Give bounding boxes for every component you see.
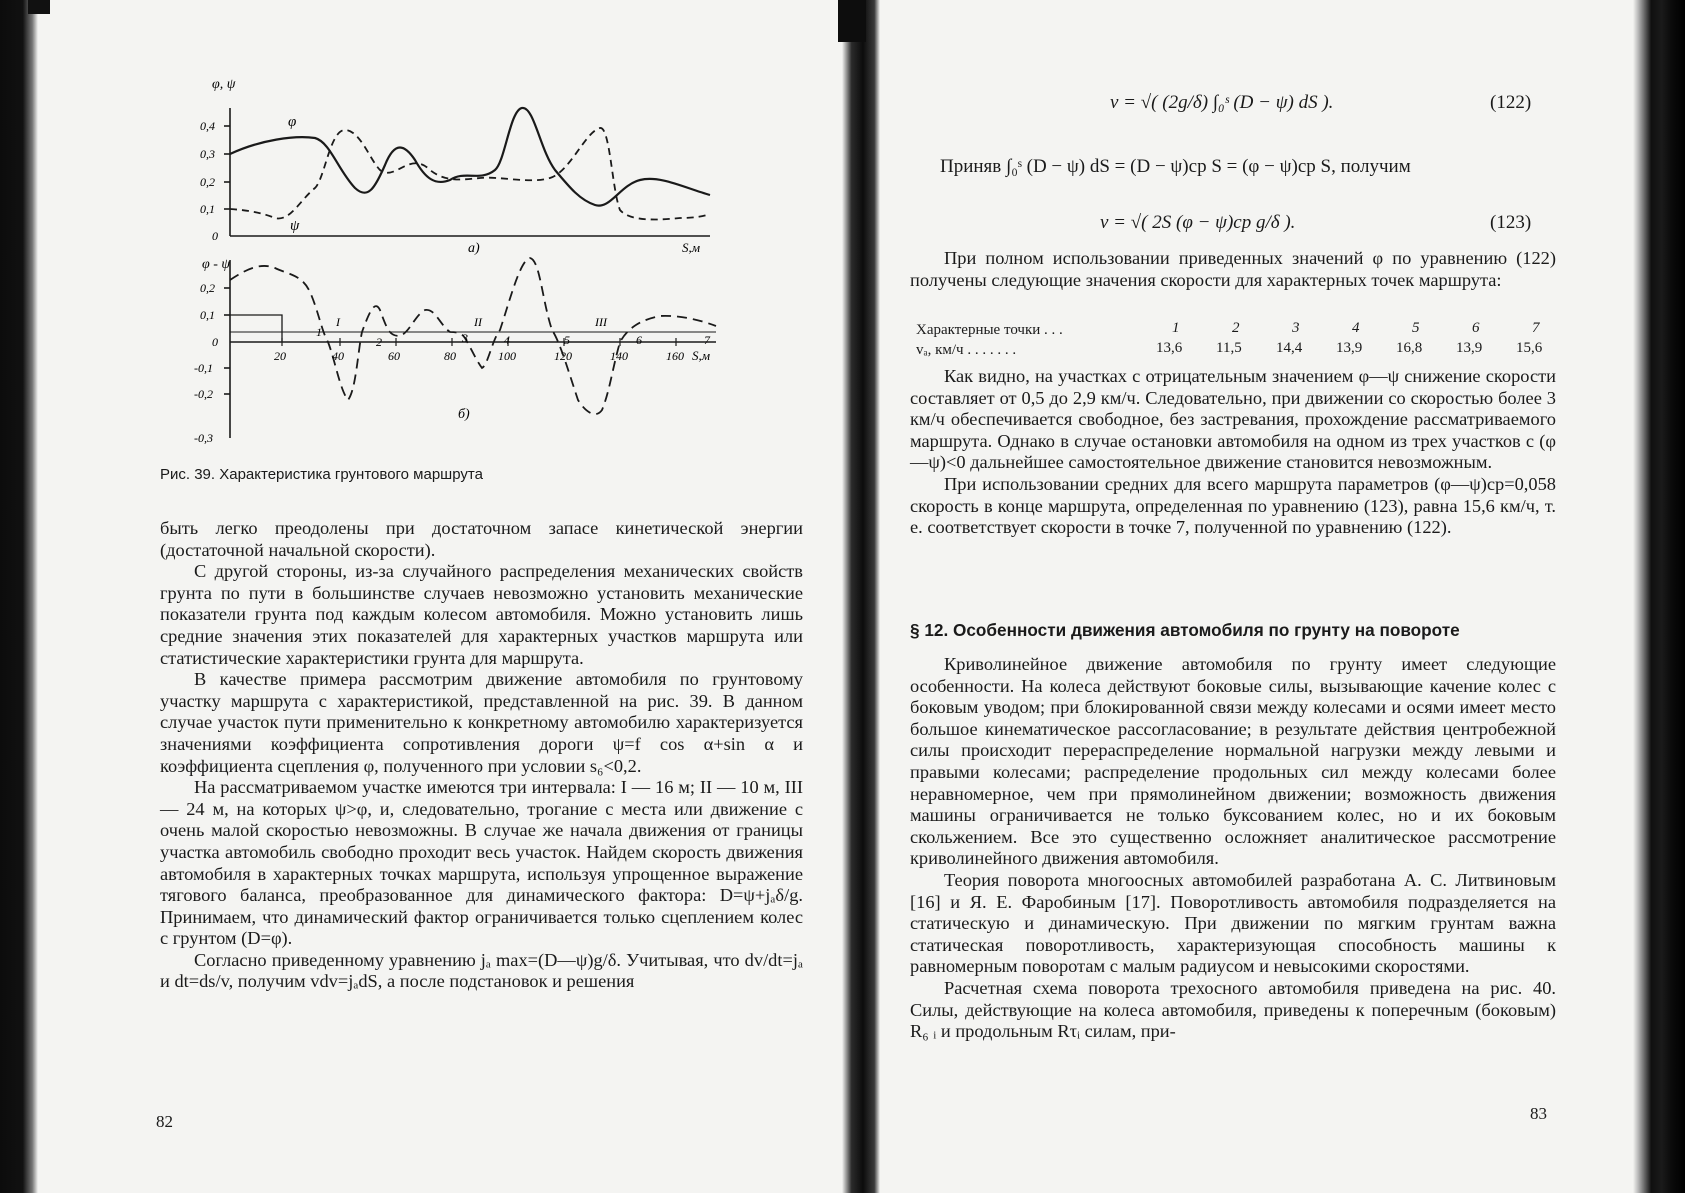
top-y-tick: 0,3: [200, 147, 215, 161]
top-y-tick: 0,2: [200, 175, 215, 189]
speed-table: [910, 320, 1560, 364]
left-page-edge-mark: [28, 0, 50, 14]
assumption-line: Приняв ∫₀ˢ (D − ψ) dS = (D − ψ)ср S = (φ − ψ)ср S, получим: [940, 156, 1411, 177]
point-label: 1: [316, 325, 322, 339]
paragraph: На рассматриваемом участке имеются три интервала: I — 16 м; II — 10 м, III — 24 м, на которых ψ>φ, и, следовательно, трогание с места или движение с очень малой скоростью невозможны. В случае же начала движения от границы участка автомобиль свободно проходит весь участок. Найдем скорость движения автомобиля в характерных точках маршрута, используя упрощенное выражение тягового баланса, преобразованное для динамического фактора: D=ψ+jₐδ/g. Принимаем, что динамический фактор ограничивается только сцеплением колес с грунтом (D=φ).: [160, 777, 803, 949]
bottom-chart: [224, 258, 716, 438]
left-body-text: [160, 518, 803, 993]
equation-122: v = √( (2g/δ) ∫₀ˢ (D − ψ) dS ).: [1110, 92, 1334, 113]
paragraph: В качестве примера рассмотрим движение автомобиля по грунтовому участку маршрута с характеристикой, представленной на рис. 39. В данном случае участок пути применительно к конкретному автомобилю характеризуется значениями коэффициента сопротивления дороги ψ=f cos α+sin α и коэффициента сцепления φ, полученного при условии s₆<0,2.: [160, 669, 803, 776]
table-speed: 15,6: [1516, 340, 1543, 356]
table-row-label: Характерные точки . . .: [916, 322, 1063, 338]
bottom-x-tick: 80: [444, 349, 456, 363]
bottom-x-tick: 120: [554, 349, 572, 363]
bottom-x-tick: 20: [274, 349, 286, 363]
top-y-tick: 0,1: [200, 202, 215, 216]
psi-curve: [230, 128, 710, 220]
top-chart: [224, 108, 710, 236]
left-page: [156, 70, 803, 1135]
paragraph: Согласно приведенному уравнению jₐ max=(D—ψ)g/δ. Учитывая, что dv/dt=jₐ и dt=ds/v, получим vdv=jₐdS, а после подстановок и решения: [160, 949, 803, 992]
point-label: 5: [564, 333, 570, 347]
psi-label: ψ: [290, 218, 300, 234]
bottom-y-tick: 0,2: [200, 281, 215, 295]
page-number: 83: [1530, 1104, 1547, 1123]
right-page: [910, 72, 1560, 1132]
interval-label: I: [336, 315, 340, 329]
figure-caption: Рис. 39. Характеристика грунтового маршрута: [160, 466, 483, 483]
table-speed: 14,4: [1276, 340, 1303, 356]
bottom-y-tick: -0,2: [194, 387, 213, 401]
bottom-x-tick: 40: [332, 349, 344, 363]
equation-number-122: (122): [1490, 92, 1532, 113]
point-label: 3: [462, 331, 468, 345]
bottom-x-axis-label: S,м: [692, 348, 711, 363]
top-y-axis-label: φ, ψ: [212, 77, 236, 92]
table-speed: 13,9: [1336, 340, 1363, 356]
paragraph: быть легко преодолены при достаточном запасе кинетической энергии (достаточной начальной скорости).: [160, 518, 803, 560]
point-label: 7: [704, 333, 710, 347]
paragraph: Криволинейное движение автомобиля по грунту имеет следующие особенности. На колеса действуют боковые силы, вызывающие качение колес с боковым уводом; при блокированной связи между колесами и осями имеет место большое кинематическое рассогласование; в результате действия центробежной силы происходит перераспределение нормальной нагрузки между левыми и правыми колесами; распределение продольных сил между колесами более неравномерное, чем при прямолинейном движении; возможность движения машины ограничивается не только буксованием колес, но и их боковым скольжением. Все это существенно осложняет аналитическое рассмотрение криволинейного движения автомобиля.: [910, 654, 1556, 869]
bottom-y-tick: 0,1: [200, 308, 215, 322]
point-label: 4: [504, 333, 510, 347]
table-speed: 16,8: [1396, 340, 1423, 356]
table-point: 1: [1172, 320, 1180, 336]
right-body-text-a: [910, 366, 1556, 539]
bottom-x-tick: 140: [610, 349, 628, 363]
bottom-x-tick: 60: [388, 349, 400, 363]
point-label: 6: [636, 333, 642, 347]
bottom-x-tick: 100: [498, 349, 516, 363]
bottom-y-axis-label: φ - ψ: [202, 257, 231, 272]
paragraph: Расчетная схема поворота трехосного автомобиля приведена на рис. 40. Силы, действующие на колеса автомобиля, приведены к поперечным (боковым) R₆ ᵢ и продольным Rτᵢ силам, при-: [910, 977, 1556, 1042]
interval-label: II: [474, 315, 482, 329]
point-label: 2: [376, 335, 382, 349]
paragraph: При использовании средних для всего маршрута параметров (φ—ψ)ср=0,058 скорость в конце маршрута, определенная по уравнению (123), равна 15,6 км/ч, т. е. соответствует скорости в точке 7, полученной по уравнению (122).: [910, 473, 1556, 538]
top-panel-label: а): [468, 241, 480, 256]
paragraph: При полном использовании приведенных значений φ по уравнению (122) получены следующие значения скорости для характерных точек маршрута:: [910, 248, 1556, 290]
section-heading: § 12. Особенности движения автомобиля по грунту на повороте: [910, 620, 1460, 640]
top-y-tick: 0: [212, 229, 218, 243]
top-y-tick: 0,4: [200, 119, 215, 133]
right-body-text-b: [910, 654, 1556, 1043]
interval-label: III: [595, 315, 607, 329]
table-point: 2: [1232, 320, 1240, 336]
table-row-label: vₐ, км/ч . . . . . . .: [916, 342, 1017, 358]
equation-123: v = √( 2S (φ − ψ)ср g/δ ).: [1100, 212, 1296, 233]
phi-curve: [230, 108, 710, 206]
bottom-y-tick: -0,1: [194, 361, 213, 375]
top-x-axis-label: S,м: [682, 240, 701, 255]
phi-minus-psi-curve: [230, 258, 716, 414]
equation-number-123: (123): [1490, 212, 1532, 233]
table-point: 6: [1472, 320, 1480, 336]
right-page-edge-shadow: [1633, 0, 1685, 1193]
table-speed: 11,5: [1216, 340, 1242, 356]
book-spine-mark: [838, 0, 866, 42]
bottom-y-tick: -0,3: [194, 431, 213, 445]
table-speed: 13,6: [1156, 340, 1183, 356]
phi-label: φ: [288, 114, 297, 130]
page-number: 82: [156, 1112, 173, 1131]
bottom-x-tick: 160: [666, 349, 684, 363]
table-point: 5: [1412, 320, 1420, 336]
table-point: 3: [1292, 320, 1300, 336]
table-speed: 13,9: [1456, 340, 1483, 356]
table-point: 4: [1352, 320, 1360, 336]
bottom-panel-label: б): [458, 407, 470, 422]
paragraph: Как видно, на участках с отрицательным значением φ—ψ снижение скорости составляет от 0,5 до 2,9 км/ч. Следовательно, при движении со скоростью более 3 км/ч обеспечивается свободное, без застревания, прохождение рассматриваемого маршрута. Однако в случае остановки автомобиля на одном из трех участков с (φ—ψ)<0 дальнейшее самостоятельное движение становится невозможным.: [910, 366, 1556, 473]
left-page-edge-shadow: [0, 0, 38, 1193]
book-spine-shadow: [842, 0, 880, 1193]
table-point: 7: [1532, 320, 1540, 336]
bottom-y-tick: 0: [212, 335, 218, 349]
figure-39: [194, 70, 820, 470]
paragraph: С другой стороны, из-за случайного распределения механических свойств грунта по пути в большинстве случаев невозможно установить механические показатели грунта под каждым колесом автомобиля. Можно установить лишь средние значения этих показателей для характерных участков маршрута или статистические характеристики грунта для маршрута.: [160, 561, 803, 668]
paragraph: Теория поворота многоосных автомобилей разработана А. С. Литвиновым [16] и Я. Е. Фаробиным [17]. Поворотливость автомобиля подразделяется на статическую и динамическую. При движении по мягким грунтам важна статическая поворотливость, характеризующая способность машины к равномерным поворотам с малым радиусом и невысокими скоростями.: [910, 869, 1556, 977]
